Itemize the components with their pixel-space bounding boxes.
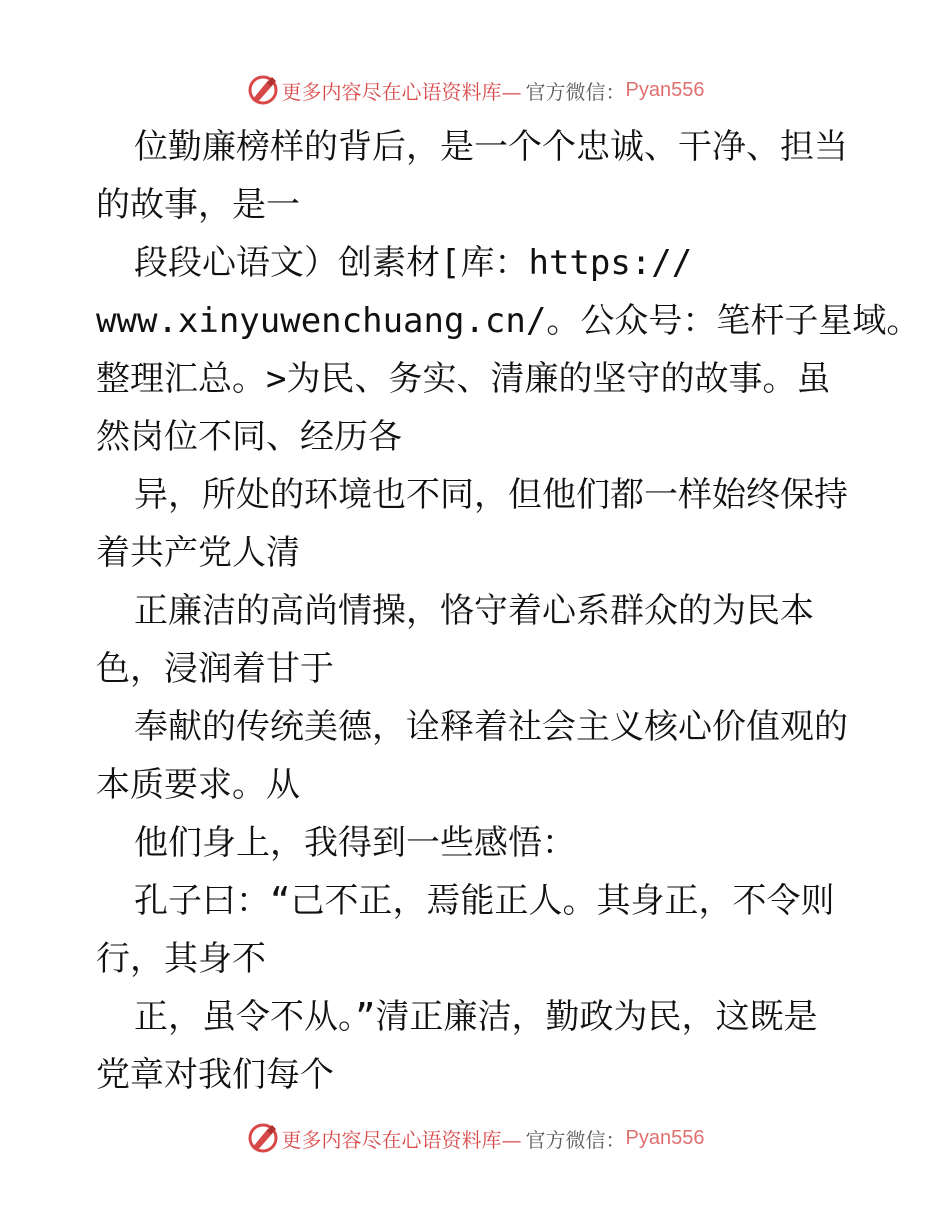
footer-wechat-label: 官方微信： [525,1127,626,1152]
header-wechat-label: 官方微信： [525,79,626,104]
text-line: 奉献的传统美德，诠释着社会主义核心价值观的 [134,707,848,747]
text-line: 党章对我们每个 [96,1055,334,1095]
footer-banner-text: 更多内容尽在心语资料库— [281,1127,522,1152]
text-line: 着共产党人清 [96,533,300,573]
text-line: 行，其身不 [96,939,266,979]
text-line: 位勤廉榜样的背后，是一个个忠诚、干净、担当 [134,127,848,167]
header-banner[interactable] [0,70,950,110]
text-line: 整理汇总。>为民、务实、清廉的坚守的故事。虽 [96,359,831,399]
text-line: 他们身上，我得到一些感悟： [134,823,576,863]
text-line: 段段心语文）创素材[库：https:// [134,243,693,283]
text-line: 色，浸润着甘于 [96,649,334,689]
text-line: 的故事，是一 [96,185,300,225]
text-line: www.xinyuwenchuang.cn/。公众号：笔杆子星域。 [96,301,921,341]
text-line: 孔子曰：“己不正，焉能正人。其身正，不令则 [134,881,835,921]
text-line: 本质要求。从 [96,765,300,805]
pen-logo-icon [246,1121,280,1155]
footer-banner[interactable] [0,1118,950,1158]
text-line: 正，虽令不从。”清正廉洁，勤政为民，这既是 [134,997,818,1037]
body-text [96,118,921,1104]
footer-wechat-id: Pyan556 [625,1126,705,1149]
text-line: 然岗位不同、经历各 [96,417,402,457]
header-banner-text: 更多内容尽在心语资料库— [281,79,522,104]
pen-logo-icon [246,73,280,107]
header-wechat-id: Pyan556 [625,78,705,101]
text-line: 正廉洁的高尚情操，恪守着心系群众的为民本 [134,591,814,631]
text-line: 异，所处的环境也不同，但他们都一样始终保持 [134,475,848,515]
